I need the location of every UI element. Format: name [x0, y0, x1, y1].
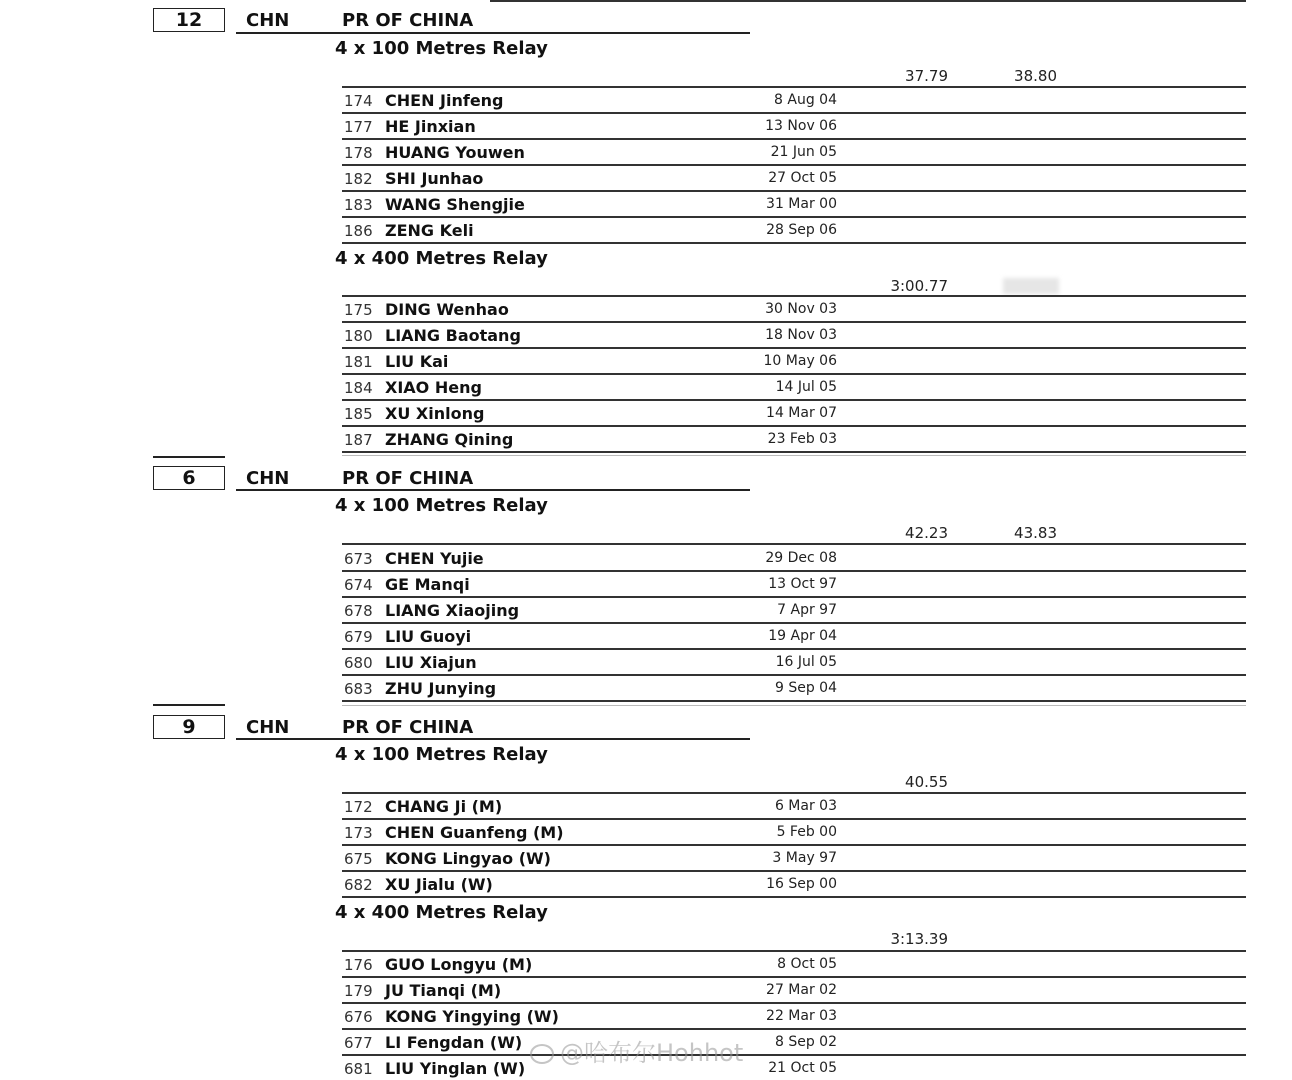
athlete-dob: 10 May 06 — [763, 353, 837, 369]
athlete-name: DING Wenhao — [385, 300, 509, 319]
athlete-dob: 19 Apr 04 — [768, 628, 837, 644]
athlete-name: SHI Junhao — [385, 169, 484, 188]
weibo-icon — [530, 1044, 554, 1064]
athlete-dob: 27 Oct 05 — [768, 170, 837, 186]
section-tick — [153, 704, 225, 706]
athlete-dob: 23 Feb 03 — [767, 431, 837, 447]
event-performance: 3:13.39 — [890, 930, 948, 948]
row-rule — [342, 425, 1246, 427]
athlete-bib: 683 — [344, 680, 373, 698]
event-performance: 38.80 — [1014, 67, 1057, 85]
athlete-dob: 13 Nov 06 — [765, 118, 837, 134]
row-rule — [342, 347, 1246, 349]
athlete-bib: 179 — [344, 982, 373, 1000]
athlete-name: CHEN Guanfeng (M) — [385, 823, 564, 842]
team-rule — [236, 32, 750, 34]
row-rule — [342, 674, 1246, 676]
row-rule — [342, 792, 1246, 794]
team-number-box: 12 — [153, 8, 225, 32]
section-tick — [153, 456, 225, 458]
team-country: PR OF CHINA — [342, 717, 474, 738]
athlete-bib: 184 — [344, 379, 373, 397]
athlete-dob: 29 Dec 08 — [765, 550, 837, 566]
athlete-bib: 673 — [344, 550, 373, 568]
athlete-dob: 9 Sep 04 — [774, 680, 837, 696]
athlete-name: HUANG Youwen — [385, 143, 525, 162]
athlete-bib: 181 — [344, 353, 373, 371]
row-rule — [342, 138, 1246, 140]
athlete-bib: 186 — [344, 222, 373, 240]
athlete-bib: 177 — [344, 118, 373, 136]
athlete-name: LIANG Xiaojing — [385, 601, 520, 620]
row-rule — [342, 295, 1246, 297]
athlete-dob: 8 Aug 04 — [774, 92, 837, 108]
athlete-bib: 175 — [344, 301, 373, 319]
row-rule — [342, 1002, 1246, 1004]
athlete-name: HE Jinxian — [385, 117, 476, 136]
athlete-name: JU Tianqi (M) — [385, 981, 502, 1000]
athlete-bib: 676 — [344, 1008, 373, 1026]
team-number-box: 6 — [153, 466, 225, 490]
athlete-dob: 8 Oct 05 — [777, 956, 837, 972]
athlete-dob: 27 Mar 02 — [766, 982, 837, 998]
cut-rule — [342, 455, 1246, 456]
athlete-name: GE Manqi — [385, 575, 470, 594]
event-performance: 40.55 — [905, 773, 948, 791]
athlete-name: ZHU Junying — [385, 679, 497, 698]
athlete-bib: 185 — [344, 405, 373, 423]
row-rule — [342, 570, 1246, 572]
row-rule — [342, 818, 1246, 820]
row-rule — [342, 399, 1246, 401]
athlete-dob: 7 Apr 97 — [777, 602, 837, 618]
athlete-bib: 183 — [344, 196, 373, 214]
event-title: 4 x 100 Metres Relay — [335, 744, 548, 765]
team-nat-code: CHN — [246, 717, 290, 738]
athlete-name: LIU Yinglan (W) — [385, 1059, 526, 1078]
athlete-bib: 176 — [344, 956, 373, 974]
redacted-performance — [1003, 278, 1059, 294]
event-title: 4 x 100 Metres Relay — [335, 38, 548, 59]
athlete-name: XIAO Heng — [385, 378, 482, 397]
athlete-bib: 172 — [344, 798, 373, 816]
team-number-box: 9 — [153, 715, 225, 739]
row-rule — [342, 242, 1246, 244]
athlete-name: LIANG Baotang — [385, 326, 521, 345]
event-performance: 42.23 — [905, 524, 948, 542]
event-performance: 3:00.77 — [890, 277, 948, 295]
row-rule — [342, 870, 1246, 872]
team-rule — [236, 738, 750, 740]
cut-rule — [342, 705, 1246, 706]
athlete-bib: 182 — [344, 170, 373, 188]
athlete-dob: 13 Oct 97 — [768, 576, 837, 592]
athlete-dob: 3 May 97 — [772, 850, 837, 866]
row-rule — [342, 700, 1246, 702]
event-title: 4 x 400 Metres Relay — [335, 248, 548, 269]
row-rule — [342, 1028, 1246, 1030]
athlete-dob: 22 Mar 03 — [766, 1008, 837, 1024]
row-rule — [342, 648, 1246, 650]
athlete-bib: 681 — [344, 1060, 373, 1078]
athlete-name: LIU Guoyi — [385, 627, 472, 646]
row-rule — [342, 622, 1246, 624]
athlete-name: LI Fengdan (W) — [385, 1033, 523, 1052]
row-rule — [342, 451, 1246, 453]
athlete-name: KONG Yingying (W) — [385, 1007, 559, 1026]
athlete-bib: 675 — [344, 850, 373, 868]
event-title: 4 x 100 Metres Relay — [335, 495, 548, 516]
watermark — [530, 1033, 743, 1068]
row-rule — [342, 190, 1246, 192]
athlete-bib: 682 — [344, 876, 373, 894]
athlete-bib: 178 — [344, 144, 373, 162]
athlete-bib: 677 — [344, 1034, 373, 1052]
athlete-name: LIU Kai — [385, 352, 449, 371]
row-rule — [342, 373, 1246, 375]
event-title: 4 x 400 Metres Relay — [335, 902, 548, 923]
athlete-name: ZHANG Qining — [385, 430, 514, 449]
row-rule — [342, 596, 1246, 598]
row-rule — [342, 896, 1246, 898]
athlete-name: CHEN Jinfeng — [385, 91, 504, 110]
athlete-dob: 21 Jun 05 — [770, 144, 837, 160]
row-rule — [342, 1054, 1246, 1056]
athlete-bib: 678 — [344, 602, 373, 620]
row-rule — [342, 216, 1246, 218]
athlete-dob: 21 Oct 05 — [768, 1060, 837, 1076]
athlete-bib: 180 — [344, 327, 373, 345]
athlete-dob: 14 Jul 05 — [775, 379, 837, 395]
athlete-name: CHEN Yujie — [385, 549, 484, 568]
athlete-dob: 6 Mar 03 — [774, 798, 837, 814]
row-rule — [342, 112, 1246, 114]
athlete-dob: 5 Feb 00 — [776, 824, 837, 840]
team-country: PR OF CHINA — [342, 468, 474, 489]
athlete-name: XU Jialu (W) — [385, 875, 493, 894]
event-performance: 43.83 — [1014, 524, 1057, 542]
athlete-name: ZENG Keli — [385, 221, 474, 240]
athlete-dob: 18 Nov 03 — [765, 327, 837, 343]
watermark-text: @哈布尔Hohhot — [560, 1039, 744, 1067]
athlete-dob: 31 Mar 00 — [766, 196, 837, 212]
athlete-name: CHANG Ji (M) — [385, 797, 503, 816]
athlete-bib: 187 — [344, 431, 373, 449]
row-rule — [342, 543, 1246, 545]
athlete-name: KONG Lingyao (W) — [385, 849, 551, 868]
athlete-name: LIU Xiajun — [385, 653, 477, 672]
row-rule — [342, 950, 1246, 952]
athlete-bib: 679 — [344, 628, 373, 646]
athlete-bib: 674 — [344, 576, 373, 594]
team-nat-code: CHN — [246, 468, 290, 489]
athlete-bib: 174 — [344, 92, 373, 110]
row-rule — [342, 321, 1246, 323]
row-rule — [342, 976, 1246, 978]
athlete-dob: 8 Sep 02 — [774, 1034, 837, 1050]
athlete-dob: 28 Sep 06 — [766, 222, 837, 238]
top-rule — [490, 0, 1246, 2]
team-rule — [236, 489, 750, 491]
row-rule — [342, 844, 1246, 846]
athlete-name: XU Xinlong — [385, 404, 485, 423]
team-nat-code: CHN — [246, 10, 290, 31]
athlete-dob: 16 Jul 05 — [775, 654, 837, 670]
athlete-name: WANG Shengjie — [385, 195, 525, 214]
athlete-dob: 30 Nov 03 — [765, 301, 837, 317]
athlete-dob: 14 Mar 07 — [766, 405, 837, 421]
event-performance: 37.79 — [905, 67, 948, 85]
athlete-name: GUO Longyu (M) — [385, 955, 533, 974]
athlete-bib: 680 — [344, 654, 373, 672]
athlete-bib: 173 — [344, 824, 373, 842]
team-country: PR OF CHINA — [342, 10, 474, 31]
athlete-dob: 16 Sep 00 — [766, 876, 837, 892]
row-rule — [342, 164, 1246, 166]
row-rule — [342, 86, 1246, 88]
